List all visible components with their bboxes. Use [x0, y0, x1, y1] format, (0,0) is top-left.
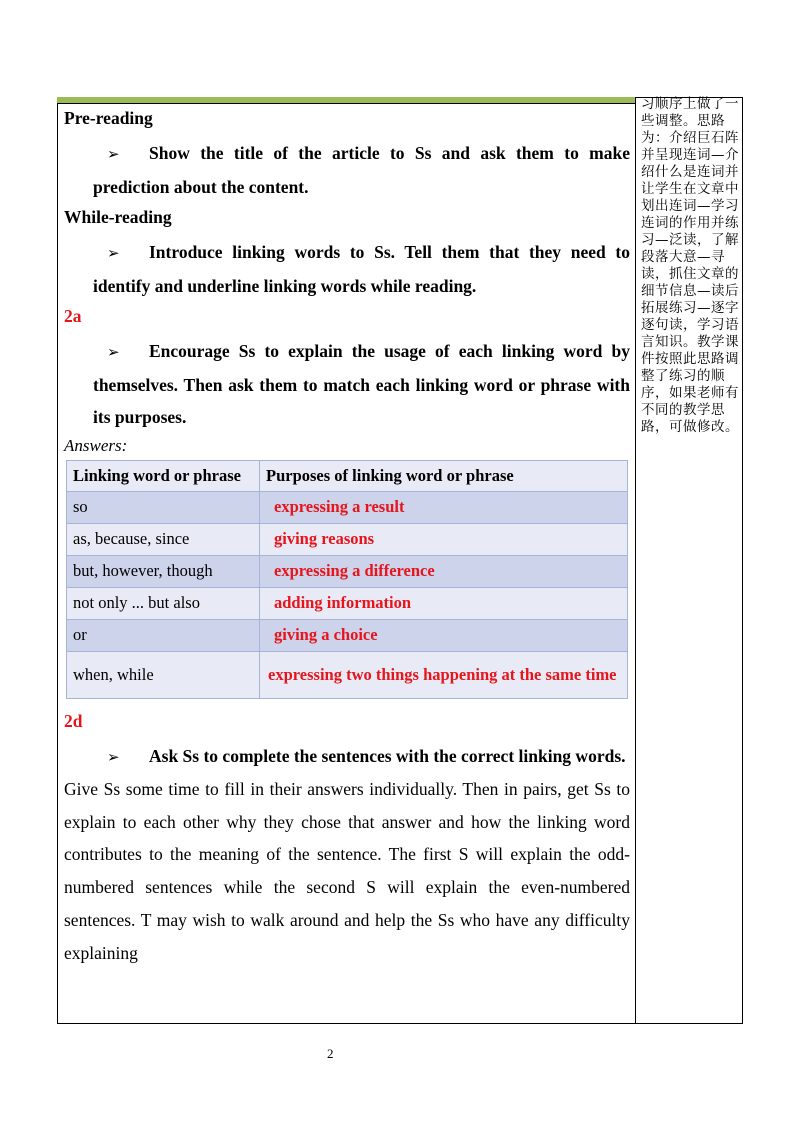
table-row — [67, 491, 628, 523]
table-cell-word: when, while — [67, 651, 260, 698]
bullet-pre-reading — [64, 137, 630, 203]
paragraph-2d: Give Ss some time to fill in their answers individually. Then in pairs, get Ss to explain to each other why they chose that answer and how the linking word contributes to the meaning of the sentence. The first S will explain the odd-numbered sentences while the second S will explain the even-numbered sentences. T may wish to walk around and help the Ss who have any difficulty explaining — [64, 779, 630, 963]
arrowhead-bullet-icon: ➢ — [107, 747, 120, 766]
table-cell-purpose: expressing two things happening at the same time — [260, 651, 628, 698]
page-number: 2 — [327, 1046, 334, 1061]
table-header-row — [67, 460, 628, 491]
table-cell-word: so — [67, 491, 260, 523]
heading-pre-reading: Pre-reading — [64, 108, 153, 128]
table-cell-purpose: giving a choice — [260, 619, 628, 651]
header-bar — [57, 97, 636, 104]
column-divider — [635, 97, 636, 1024]
table-cell-purpose: giving reasons — [260, 523, 628, 555]
bullet-while-reading — [64, 236, 630, 302]
answers-label: Answers: — [64, 435, 128, 455]
table-cell-word: as, because, since — [67, 523, 260, 555]
main-column — [64, 104, 630, 969]
table-row — [67, 651, 628, 698]
bullet-text: Introduce linking words to Ss. Tell them that they need to identify and underline linking words while reading. — [93, 242, 630, 296]
table-cell-purpose: adding information — [260, 587, 628, 619]
heading-2d: 2d — [64, 710, 83, 731]
table-header-cell: Linking word or phrase — [67, 460, 260, 491]
table-cell-purpose: expressing a difference — [260, 555, 628, 587]
arrowhead-bullet-icon: ➢ — [107, 145, 120, 163]
table-cell-word: or — [67, 619, 260, 651]
bullet-2a — [64, 335, 630, 434]
heading-while-reading: While-reading — [64, 207, 172, 227]
table-cell-purpose: expressing a result — [260, 491, 628, 523]
table-cell-word: not only ... but also — [67, 587, 260, 619]
table-header-cell: Purposes of linking word or phrase — [260, 460, 628, 491]
bullet-2d — [64, 740, 630, 774]
bullet-text: Encourage Ss to explain the usage of each linking word by themselves. Then ask them to match each linking word or phrase with its purposes. — [93, 341, 630, 427]
table-row — [67, 619, 628, 651]
table-cell-word: but, however, though — [67, 555, 260, 587]
side-note: 习顺序上做了一些调整。思路为：介绍巨石阵并呈现连词—介绍什么是连词并让学生在文章中划出连词—学习连词的作用并练习—泛读，了解段落大意—寻读，抓住文章的细节信息—读后拓展练习—逐字逐句读，学习语言知识。教学课件按照此思路调整了练习的顺序，如果老师有不同的教学思路，可做修改。 — [641, 96, 739, 435]
table-row — [67, 587, 628, 619]
arrowhead-bullet-icon: ➢ — [107, 343, 120, 361]
table-row — [67, 523, 628, 555]
table-row — [67, 555, 628, 587]
arrowhead-bullet-icon: ➢ — [107, 244, 120, 262]
bullet-text: Show the title of the article to Ss and ask them to make prediction about the content. — [93, 143, 630, 197]
heading-2a: 2a — [64, 306, 82, 326]
bullet-text: Ask Ss to complete the sentences with the correct linking words. — [149, 745, 626, 766]
linking-words-table — [66, 460, 628, 699]
